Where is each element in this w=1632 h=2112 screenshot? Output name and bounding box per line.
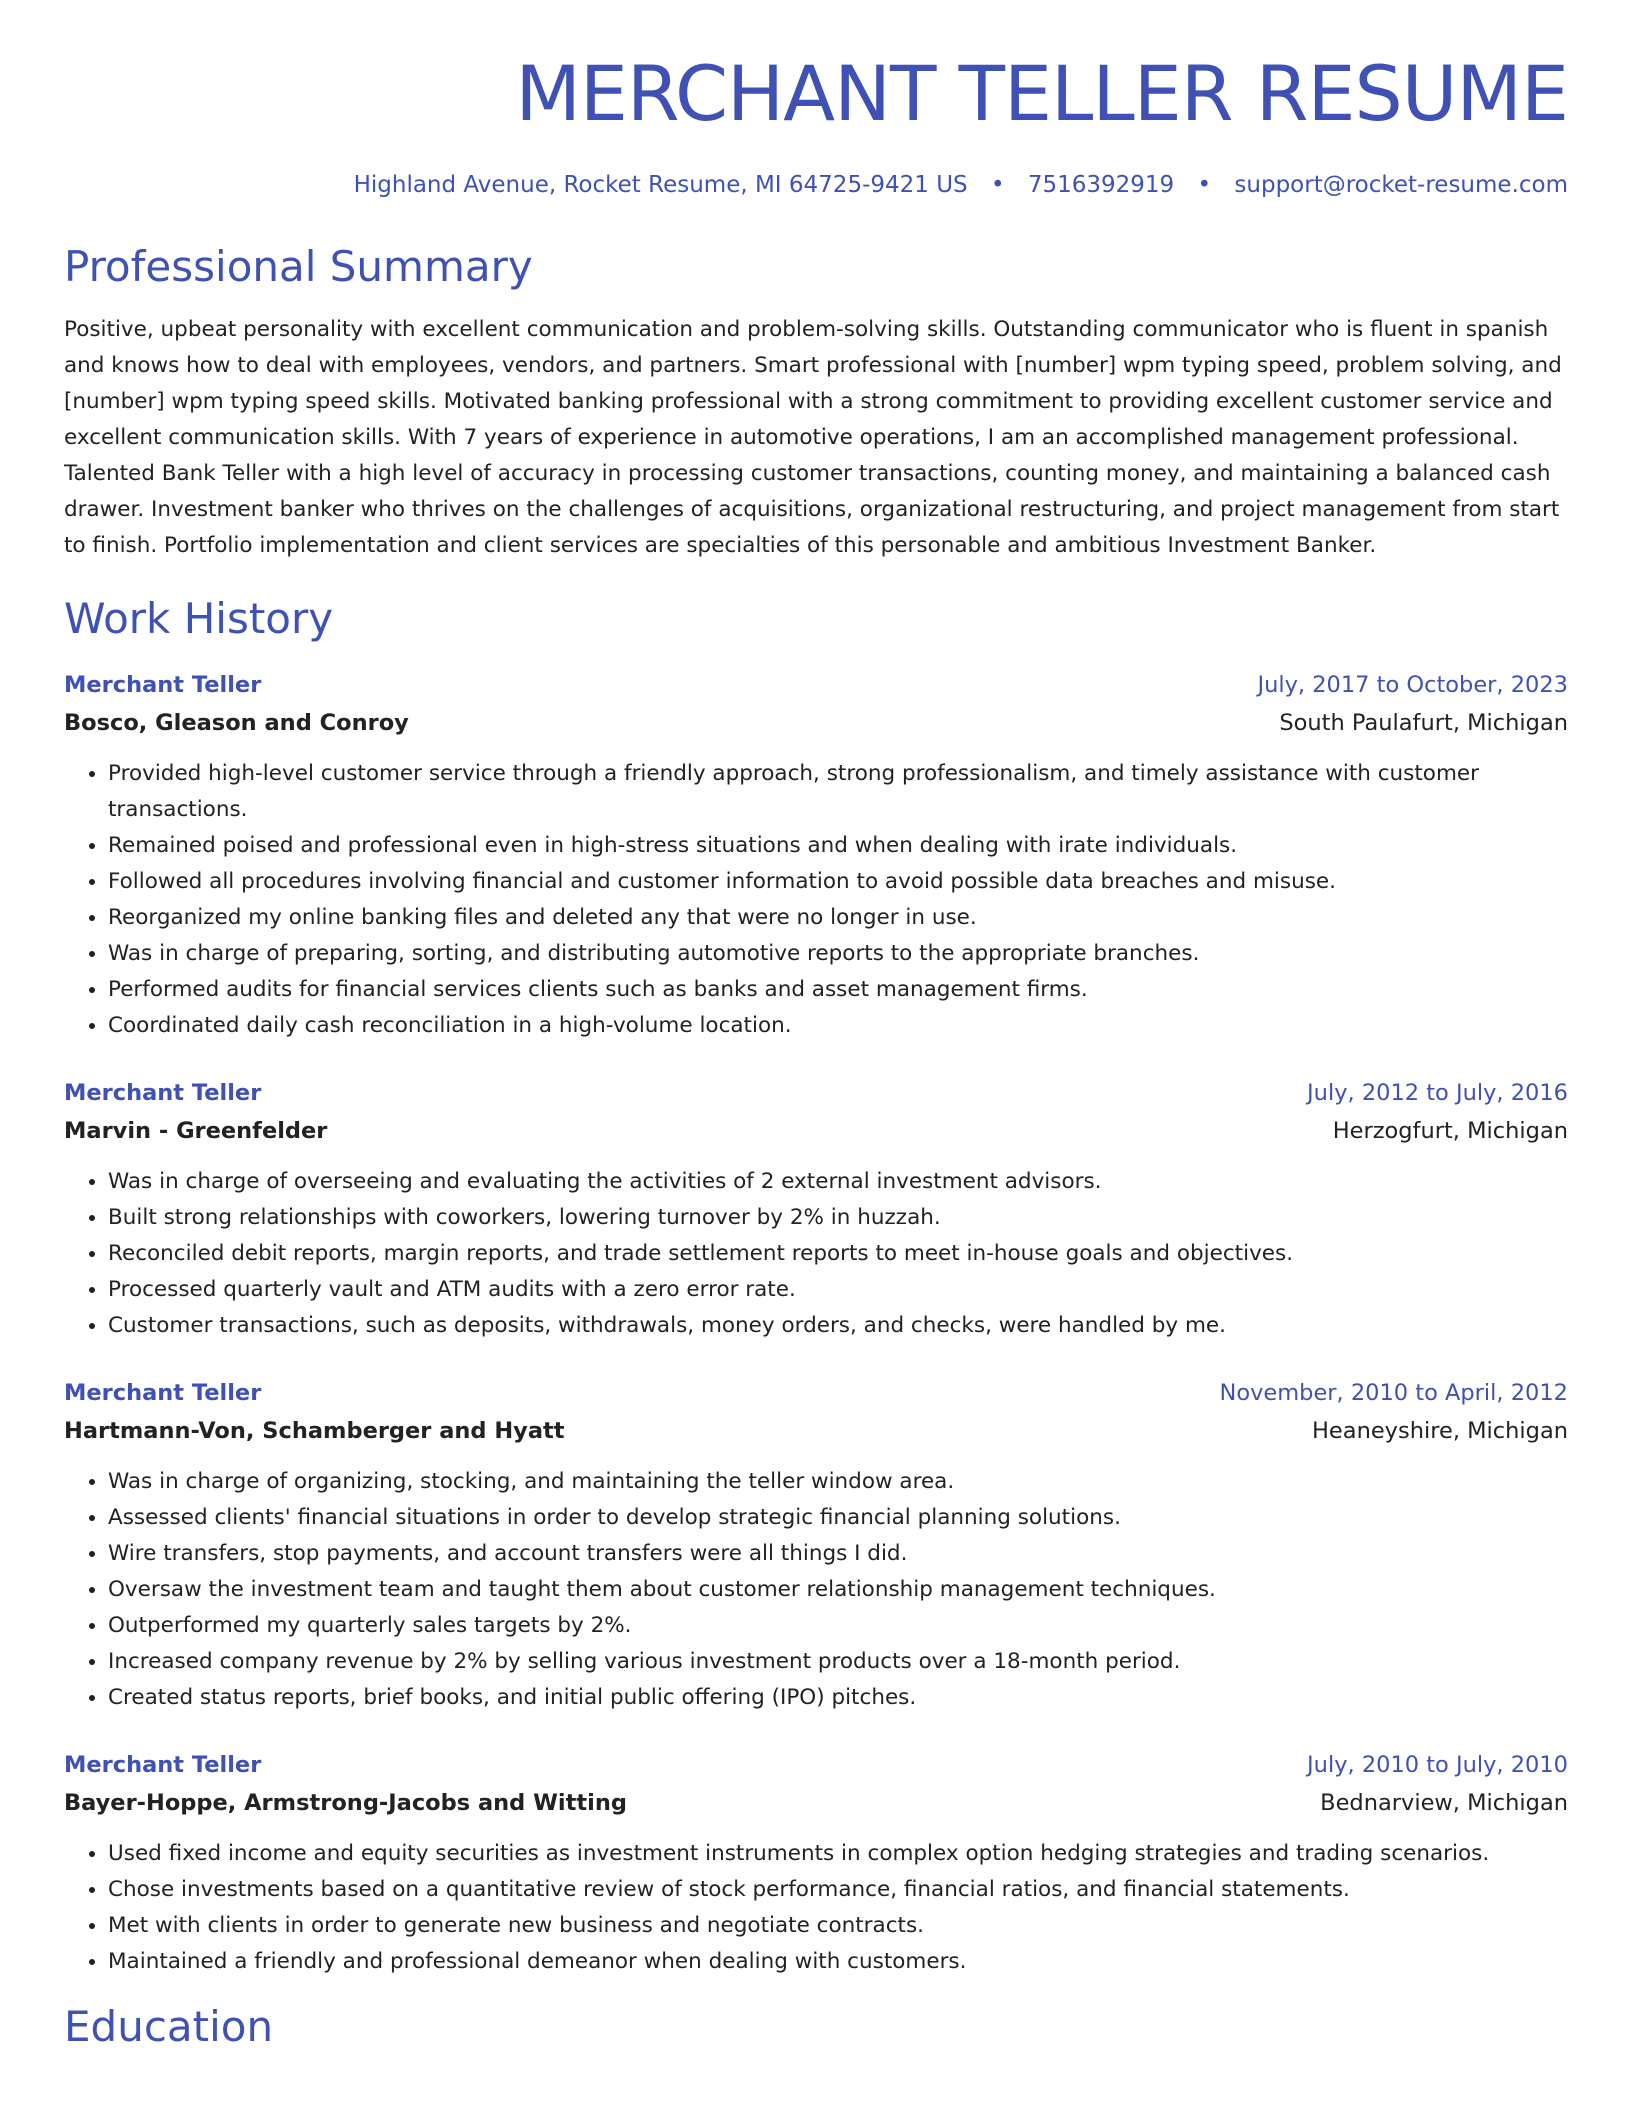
job-bullet: • Was in charge of preparing, sorting, and distributing automotive reports to the appropriate branches.: [108, 936, 1568, 972]
job-bullet: • Built strong relationships with coworkers, lowering turnover by 2% in huzzah.: [108, 1200, 1568, 1236]
contact-email: support@rocket-resume.com: [1234, 171, 1568, 198]
job-entry: [64, 1746, 1568, 1980]
job-dates: November, 2010 to April, 2012: [1219, 1380, 1568, 1407]
job-bullet: • Chose investments based on a quantitative review of stock performance, financial ratios, and financial statements.: [108, 1872, 1568, 1908]
resume-header: [64, 0, 1568, 198]
job-title: Merchant Teller: [64, 1080, 262, 1107]
contact-address: Highland Avenue, Rocket Resume, MI 64725-9421 US: [353, 171, 968, 198]
job-bullet: • Was in charge of overseeing and evaluating the activities of 2 external investment advisors.: [108, 1164, 1568, 1200]
job-dates: July, 2012 to July, 2016: [1307, 1080, 1568, 1107]
job-company-row: [64, 1412, 1568, 1450]
work-history-heading: Work History: [64, 593, 334, 643]
job-company: Bosco, Gleason and Conroy: [64, 710, 409, 737]
job-location: Heaneyshire, Michigan: [1312, 1418, 1568, 1445]
job-title-row: [64, 1074, 1568, 1112]
job-bullet: • Wire transfers, stop payments, and account transfers were all things I did.: [108, 1536, 1568, 1572]
job-company-row: [64, 704, 1568, 742]
summary-heading: Professional Summary: [64, 241, 533, 291]
job-bullet: • Remained poised and professional even in high-stress situations and when dealing with irate individuals.: [108, 828, 1568, 864]
job-title-row: [64, 666, 1568, 704]
job-bullet: • Performed audits for financial services clients such as banks and asset management firms.: [108, 972, 1568, 1008]
job-bullet: • Used fixed income and equity securities as investment instruments in complex option hedging strategies and trading scenarios.: [108, 1836, 1568, 1872]
job-bullet: • Assessed clients' financial situations in order to develop strategic financial planning solutions.: [108, 1500, 1568, 1536]
job-bullet-list: [64, 1836, 1568, 1980]
job-bullet-list: [64, 756, 1568, 1044]
contact-phone: 7516392919: [1027, 171, 1175, 198]
job-bullet: • Coordinated daily cash reconciliation in a high-volume location.: [108, 1008, 1568, 1044]
job-location: South Paulafurt, Michigan: [1279, 710, 1568, 737]
job-bullet: • Processed quarterly vault and ATM audits with a zero error rate.: [108, 1272, 1568, 1308]
job-dates: July, 2010 to July, 2010: [1307, 1752, 1568, 1779]
job-title: Merchant Teller: [64, 672, 262, 699]
education-section: [64, 2002, 1568, 2052]
job-bullet: • Created status reports, brief books, and initial public offering (IPO) pitches.: [108, 1680, 1568, 1716]
job-bullet: • Oversaw the investment team and taught them about customer relationship management techniques.: [108, 1572, 1568, 1608]
job-bullet: • Increased company revenue by 2% by selling various investment products over a 18-month period.: [108, 1644, 1568, 1680]
job-dates: July, 2017 to October, 2023: [1257, 672, 1568, 699]
job-bullet: • Customer transactions, such as deposits, withdrawals, money orders, and checks, were handled by me.: [108, 1308, 1568, 1344]
job-company-row: [64, 1784, 1568, 1822]
job-location: Bednarview, Michigan: [1320, 1790, 1568, 1817]
job-title: Merchant Teller: [64, 1752, 262, 1779]
job-bullet: • Reorganized my online banking files and deleted any that were no longer in use.: [108, 900, 1568, 936]
job-company: Bayer-Hoppe, Armstrong-Jacobs and Witting: [64, 1790, 627, 1817]
job-bullet-list: [64, 1164, 1568, 1344]
job-entry: [64, 666, 1568, 1044]
job-list: [64, 666, 1568, 1980]
contact-separator: •: [1197, 171, 1212, 198]
contact-separator: •: [990, 171, 1005, 198]
job-company: Marvin - Greenfelder: [64, 1118, 328, 1145]
job-bullet: • Provided high-level customer service through a friendly approach, strong professionalism, and timely assistance with customer transactions.: [108, 756, 1568, 828]
job-entry: [64, 1374, 1568, 1716]
resume-name: MERCHANT TELLER RESUME: [515, 49, 1568, 138]
job-company: Hartmann-Von, Schamberger and Hyatt: [64, 1418, 565, 1445]
contact-line: [64, 172, 1568, 198]
job-bullet: • Met with clients in order to generate new business and negotiate contracts.: [108, 1908, 1568, 1944]
job-title: Merchant Teller: [64, 1380, 262, 1407]
job-bullet: • Followed all procedures involving financial and customer information to avoid possible data breaches and misuse.: [108, 864, 1568, 900]
job-bullet: • Maintained a friendly and professional demeanor when dealing with customers.: [108, 1944, 1568, 1980]
job-title-row: [64, 1746, 1568, 1784]
education-heading: Education: [64, 2002, 274, 2052]
job-entry: [64, 1074, 1568, 1344]
job-bullet: • Reconciled debit reports, margin reports, and trade settlement reports to meet in-house goals and objectives.: [108, 1236, 1568, 1272]
summary-section: [64, 242, 1568, 564]
job-bullet: • Was in charge of organizing, stocking, and maintaining the teller window area.: [108, 1464, 1568, 1500]
job-bullet-list: [64, 1464, 1568, 1716]
job-company-row: [64, 1112, 1568, 1150]
job-location: Herzogfurt, Michigan: [1332, 1118, 1568, 1145]
job-title-row: [64, 1374, 1568, 1412]
job-bullet: • Outperformed my quarterly sales targets by 2%.: [108, 1608, 1568, 1644]
work-history-section: [64, 594, 1568, 1980]
summary-text: Positive, upbeat personality with excellent communication and problem-solving skills. Outstanding communicator who is fluent in spanish and knows how to deal with employees, vendors, and partners. Smart professional with [number] wpm typing speed, problem solving, and [number] wpm typing speed skills. Motivated banking professional with a strong commitment to providing excellent customer service and excellent communication skills. With 7 years of experience in automotive operations, I am an accomplished management professional. Talented Bank Teller with a high level of accuracy in processing customer transactions, counting money, and maintaining a balanced cash drawer. Investment banker who thrives on the challenges of acquisitions, organizational restructuring, and project management from start to finish. Portfolio implementation and client services are specialties of this personable and ambitious Investment Banker.: [64, 316, 1562, 558]
